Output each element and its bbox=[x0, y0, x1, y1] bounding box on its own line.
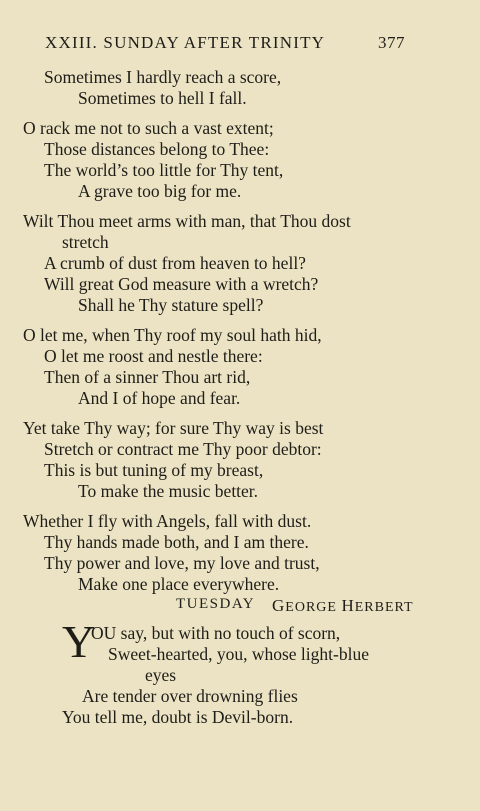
poem-line: Yet take Thy way; for sure Thy way is best bbox=[23, 418, 324, 438]
drop-cap: Y bbox=[62, 616, 96, 667]
poem-line: A grave too big for me. bbox=[78, 181, 242, 201]
poem-line: O let me, when Thy roof my soul hath hid, bbox=[23, 325, 322, 345]
poem-line: Whether I fly with Angels, fall with dust. bbox=[23, 511, 312, 531]
poem-line: stretch bbox=[62, 232, 109, 252]
poem-line: eyes bbox=[145, 665, 177, 685]
poem-line: Sometimes to hell I fall. bbox=[78, 88, 247, 108]
poem-line: Sometimes I hardly reach a score, bbox=[44, 67, 282, 87]
poem-line: Sweet-hearted, you, whose light-blue bbox=[108, 644, 369, 664]
poem-line: Shall he Thy stature spell? bbox=[78, 295, 264, 315]
poem-line: Are tender over drowning flies bbox=[82, 686, 298, 706]
poem-line: Thy power and love, my love and trust, bbox=[44, 553, 320, 573]
poem-line: A crumb of dust from heaven to hell? bbox=[44, 253, 306, 273]
poem-line: The world’s too little for Thy tent, bbox=[44, 160, 284, 180]
poem-line: Will great God measure with a wretch? bbox=[44, 274, 319, 294]
poem-line: O let me roost and nestle there: bbox=[44, 346, 263, 366]
poem-line: Wilt Thou meet arms with man, that Thou dost bbox=[23, 211, 351, 231]
section-title: TUESDAY bbox=[176, 596, 256, 612]
author-signature: GEORGE HERBERT bbox=[272, 596, 414, 615]
poem-line: Those distances belong to Thee: bbox=[44, 139, 270, 159]
poem-line: To make the music better. bbox=[78, 481, 259, 501]
poem-line: You tell me, doubt is Devil-born. bbox=[62, 707, 294, 727]
poem-line: O rack me not to such a vast extent; bbox=[23, 118, 274, 138]
poem-line: Then of a sinner Thou art rid, bbox=[44, 367, 251, 387]
poem-line: Thy hands made both, and I am there. bbox=[44, 532, 309, 552]
running-title: XXIII. SUNDAY AFTER TRINITY bbox=[45, 33, 326, 52]
poem-line: Stretch or contract me Thy poor debtor: bbox=[44, 439, 322, 459]
poem-line: And I of hope and fear. bbox=[78, 388, 241, 408]
running-header bbox=[45, 33, 405, 53]
poem-line: OU say, but with no touch of scorn, bbox=[91, 623, 341, 643]
page-number: 377 bbox=[378, 33, 405, 52]
poem-line: This is but tuning of my breast, bbox=[44, 460, 264, 480]
poem-line: Make one place everywhere. bbox=[78, 574, 280, 594]
